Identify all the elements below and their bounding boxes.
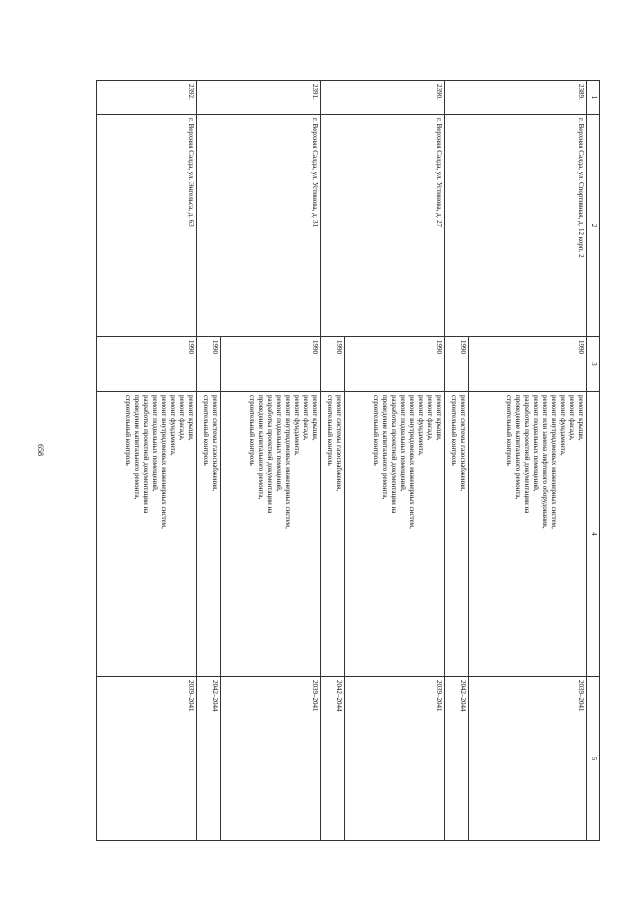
table-row (97, 81, 197, 841)
row-works: ремонт системы газоснабжения, строительный контроль (445, 392, 469, 677)
row-period: 2042–2044 (321, 677, 345, 841)
row-year: 1990 (469, 337, 587, 392)
table-row (221, 81, 321, 841)
table-row (345, 81, 445, 841)
row-works: ремонт крыши, ремонт фасада, ремонт фундамента, ремонт внутридомовых инженерных систем, ремонт или замена лифтового оборудования, ремонт подвальных помещений, разработка проектной документации на проведение капитального ремонта, строительный контроль (469, 392, 587, 677)
row-address: г. Верхняя Салда, ул. Устинова, д. 27 (321, 115, 445, 337)
header-row (587, 81, 600, 841)
row-address: г. Верхняя Салда, ул. Спортивная, д. 12 корп. 2 (445, 115, 587, 337)
header-col-1: 1 (587, 81, 600, 115)
row-year: 1990 (445, 337, 469, 392)
row-works: ремонт крыши, ремонт фасада, ремонт фундамента, ремонт внутридомовых инженерных систем, ремонт подвальных помещений, разработка проектной документации на проведение капитального ремонта, строительный контроль (221, 392, 321, 677)
row-number: 2392. (97, 81, 197, 115)
row-works: ремонт системы газоснабжения, строительный контроль (321, 392, 345, 677)
header-col-2: 2 (587, 115, 600, 337)
row-works: ремонт системы газоснабжения, строительный контроль (197, 392, 221, 677)
row-period: 2039–2041 (469, 677, 587, 841)
row-year: 1990 (221, 337, 321, 392)
header-col-5: 5 (587, 677, 600, 841)
row-works: ремонт крыши, ремонт фасада, ремонт фундамента, ремонт внутридомовых инженерных систем, ремонт подвальных помещений, разработка проектной документации на проведение капитального ремонта, строительный контроль (345, 392, 445, 677)
row-address: г. Верхняя Салда, ул. Энгельса, д. 63 (97, 115, 197, 337)
row-period: 2039–2041 (221, 677, 321, 841)
row-year: 1990 (345, 337, 445, 392)
row-period: 2042–2044 (445, 677, 469, 841)
repair-schedule-table (96, 80, 600, 841)
header-col-4: 4 (587, 392, 600, 677)
row-number: 2389. (445, 81, 587, 115)
row-number: 2390. (321, 81, 445, 115)
table-row (469, 81, 587, 841)
row-period: 2039–2041 (97, 677, 197, 841)
row-works: ремонт крыши, ремонт фасада, ремонт фундамента, ремонт внутридомовых инженерных систем, ремонт подвальных помещений, разработка проектной документации на проведение капитального ремонта, строительный контроль (97, 392, 197, 677)
rotated-table-container (80, 80, 600, 840)
row-year: 1990 (97, 337, 197, 392)
page-number: 658 (36, 444, 45, 456)
row-year: 1990 (197, 337, 221, 392)
row-period: 2042–2044 (197, 677, 221, 841)
row-period: 2039–2041 (345, 677, 445, 841)
row-year: 1990 (321, 337, 345, 392)
header-col-3: 3 (587, 337, 600, 392)
row-address: г. Верхняя Салда, ул. Устинова, д. 31 (197, 115, 321, 337)
row-number: 2391. (197, 81, 321, 115)
